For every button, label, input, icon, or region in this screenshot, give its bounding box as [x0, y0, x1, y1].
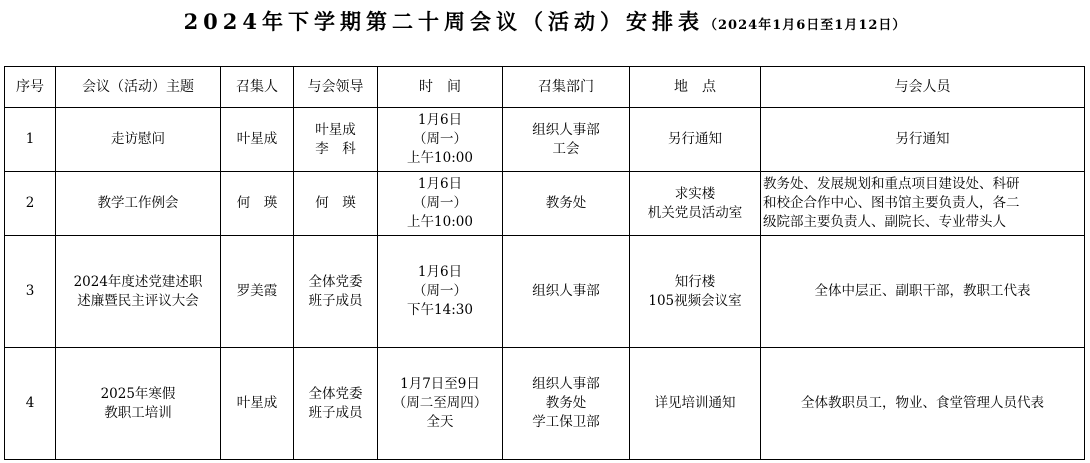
cell-text-line: 和校企合作中心、图书馆主要负责人，各二 [763, 195, 1020, 211]
cell-text-line: 1月7日至9日 [400, 376, 480, 392]
cell-attendees [761, 172, 1085, 236]
cell-location [630, 108, 761, 172]
cell-index: 1 [5, 108, 56, 172]
cell-text-line: 述廉暨民主评议大会 [77, 292, 199, 309]
cell-text-line: 详见培训通知 [654, 395, 736, 411]
table-row [5, 236, 1085, 348]
cell-text-line: 走访慰问 [111, 131, 165, 147]
cell-leaders [294, 172, 378, 236]
cell-text-line: 叶星成 [315, 121, 356, 138]
cell-text-line: （周一） [413, 131, 467, 147]
cell-text-line: 全体中层正、副职干部，教职工代表 [814, 283, 1031, 299]
cell-text-line: 上午10:00 [407, 150, 473, 166]
cell-text-line: 另行通知 [895, 131, 950, 147]
cell-topic [56, 348, 221, 460]
header-leaders: 与会领导 [294, 67, 378, 108]
cell-text-line: 全体党委 [308, 273, 363, 290]
cell-convener: 何 瑛 [221, 172, 294, 236]
cell-attendees [761, 236, 1085, 348]
cell-text-line: 班子成员 [308, 292, 363, 309]
header-index: 序号 [5, 67, 56, 108]
cell-leaders [294, 236, 378, 348]
header-topic: 会议（活动）主题 [56, 67, 221, 108]
cell-text-line: （周一） [413, 283, 467, 299]
cell-time [378, 172, 503, 236]
cell-convener: 罗美霞 [221, 236, 294, 348]
cell-text-line: 求实楼 [674, 185, 716, 202]
cell-text-line: 工会 [552, 140, 580, 157]
cell-text-line: 下午14:30 [407, 302, 473, 318]
cell-time [378, 348, 503, 460]
cell-text-line: 教务处 [545, 395, 587, 411]
cell-topic [56, 172, 221, 236]
header-row [5, 67, 1085, 108]
cell-index: 2 [5, 172, 56, 236]
cell-text-line: 李 科 [315, 140, 356, 157]
cell-text-line: （周一） [413, 195, 467, 211]
cell-text-line: （周二至周四） [392, 395, 488, 411]
cell-topic [56, 108, 221, 172]
cell-text-line: 何 瑛 [315, 195, 356, 211]
cell-text-line: 上午10:00 [407, 214, 473, 230]
cell-text-line: 教务处 [545, 195, 587, 211]
cell-text-line: 组织人事部 [532, 121, 600, 138]
cell-text-line: 组织人事部 [532, 283, 600, 299]
cell-index: 3 [5, 236, 56, 348]
cell-text-line: 1月6日 [417, 176, 463, 192]
cell-text-line: 全体党委 [308, 385, 363, 402]
cell-text-line: 1月6日 [417, 112, 463, 128]
cell-text-line: 2025年寒假 [100, 385, 176, 402]
header-attendees: 与会人员 [761, 67, 1085, 108]
cell-text-line: 教务处、发展规划和重点项目建设处、科研 [763, 176, 1020, 192]
cell-convener: 叶星成 [221, 108, 294, 172]
cell-text-line: 另行通知 [668, 131, 722, 147]
cell-department [503, 108, 630, 172]
cell-location [630, 172, 761, 236]
header-convener: 召集人 [221, 67, 294, 108]
cell-attendees [761, 348, 1085, 460]
cell-text-line: 全天 [426, 414, 454, 430]
header-location: 地 点 [630, 67, 761, 108]
cell-text-line: 机关党员活动室 [647, 204, 743, 221]
cell-index: 4 [5, 348, 56, 460]
cell-text-line: 组织人事部 [532, 376, 600, 392]
cell-text-line: 教职工培训 [104, 404, 172, 421]
cell-text-line: 教学工作例会 [97, 195, 179, 211]
cell-text-line: 2024年度述党建述职 [73, 273, 203, 290]
cell-text-line: 全体教职员工，物业、食堂管理人员代表 [801, 395, 1044, 411]
schedule-body [5, 108, 1085, 460]
cell-time [378, 236, 503, 348]
header-time: 时 间 [378, 67, 503, 108]
title-main: 2024年下学期第二十周会议（活动）安排表 [183, 9, 705, 34]
cell-time [378, 108, 503, 172]
cell-text-line: 级院部主要负责人、副院长、专业带头人 [763, 214, 1006, 230]
cell-text-line: 1月6日 [417, 264, 463, 280]
cell-text-line: 学工保卫部 [532, 414, 600, 430]
cell-attendees [761, 108, 1085, 172]
cell-location [630, 236, 761, 348]
cell-location [630, 348, 761, 460]
document-title [0, 6, 1090, 40]
header-department: 召集部门 [503, 67, 630, 108]
cell-leaders [294, 348, 378, 460]
title-date-range: （2024年1月6日至1月12日） [704, 18, 907, 33]
cell-department [503, 236, 630, 348]
cell-convener: 叶星成 [221, 348, 294, 460]
cell-text-line: 105视频会议室 [648, 292, 742, 309]
cell-department [503, 348, 630, 460]
cell-text-line: 知行楼 [674, 273, 716, 290]
table-row [5, 108, 1085, 172]
meeting-schedule-table [4, 66, 1085, 460]
cell-leaders [294, 108, 378, 172]
table-row [5, 172, 1085, 236]
cell-topic [56, 236, 221, 348]
table-row [5, 348, 1085, 460]
cell-department [503, 172, 630, 236]
cell-text-line: 班子成员 [308, 404, 363, 421]
